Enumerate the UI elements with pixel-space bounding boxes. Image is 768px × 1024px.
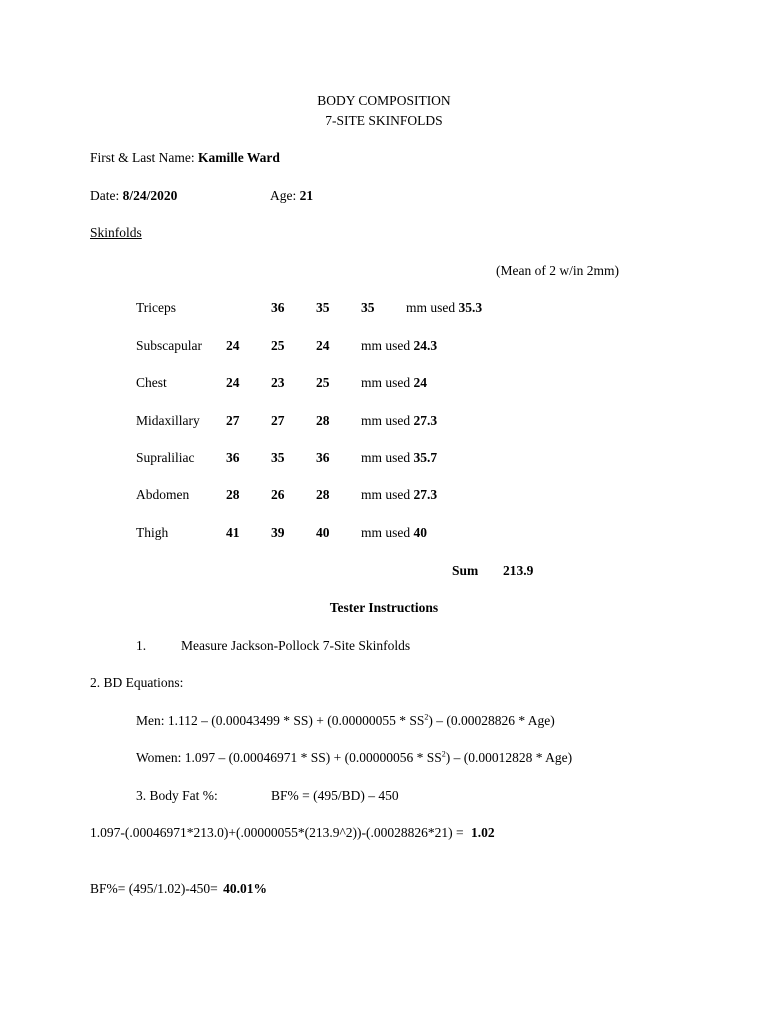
skinfolds-heading: Skinfolds [90, 225, 142, 240]
mm-used-label: mm used [361, 450, 411, 465]
bd-result: 1.02 [471, 825, 495, 840]
mm-used-label: mm used [361, 525, 411, 540]
title-line-2: 7-SITE SKINFOLDS [325, 113, 443, 128]
site-used-value: 35.7 [413, 450, 438, 465]
site-measure-4: 35 [361, 300, 375, 315]
site-used [361, 525, 427, 541]
site-used-value: 27.3 [413, 487, 438, 502]
site-measure-2: 25 [271, 338, 285, 353]
site-used-value: 24 [413, 375, 427, 390]
bd-calculation-expression: 1.097-(.00046971*213.0)+(.00000055*(213.9^2))-(.00028826*21) = [90, 825, 464, 840]
site-used [361, 338, 437, 354]
date-label: Date: [90, 188, 120, 203]
step-3-label: 3. Body Fat %: [136, 788, 218, 803]
site-used-value: 24.3 [413, 338, 438, 353]
site-name: Chest [136, 375, 167, 390]
date-row [90, 188, 177, 204]
site-used-value: 35.3 [458, 300, 483, 315]
site-measure-3: 36 [316, 450, 330, 465]
mean-note: (Mean of 2 w/in 2mm) [496, 263, 619, 278]
site-measure-1: 24 [226, 375, 240, 390]
age-label: Age: [270, 188, 297, 203]
site-name: Triceps [136, 300, 177, 315]
women-equation [136, 750, 572, 766]
site-used [406, 300, 482, 316]
men-equation-part-a: Men: 1.112 – (0.00043499 * SS) + (0.00000055 * SS [136, 713, 425, 728]
mm-used-label: mm used [361, 375, 411, 390]
site-measure-2: 26 [271, 487, 285, 502]
mm-used-label: mm used [361, 487, 411, 502]
site-measure-3: 35 [316, 300, 330, 315]
age-value: 21 [299, 188, 314, 203]
site-measure-3: 28 [316, 413, 330, 428]
bf-result: 40.01% [223, 881, 267, 896]
men-equation-part-b: ) – (0.00028826 * Age) [428, 713, 555, 728]
site-measure-2: 36 [271, 300, 285, 315]
site-measure-1: 24 [226, 338, 240, 353]
mm-used-label: mm used [361, 413, 411, 428]
site-measure-1: 28 [226, 487, 240, 502]
mm-used-label: mm used [361, 338, 411, 353]
step-3-formula: BF% = (495/BD) – 450 [271, 788, 399, 803]
instructions-heading: Tester Instructions [329, 600, 439, 615]
title-line-1: BODY COMPOSITION [317, 93, 451, 108]
site-name: Supraliliac [136, 450, 195, 465]
age-row [270, 188, 313, 204]
site-name: Thigh [136, 525, 169, 540]
name-value: Kamille Ward [198, 150, 280, 165]
site-used [361, 375, 427, 391]
date-value: 8/24/2020 [122, 188, 178, 203]
site-measure-1: 27 [226, 413, 240, 428]
site-used-value: 27.3 [413, 413, 438, 428]
women-equation-part-b: ) – (0.00012828 * Age) [445, 750, 573, 765]
mm-used-label: mm used [406, 300, 456, 315]
site-name: Midaxillary [136, 413, 200, 428]
site-measure-3: 24 [316, 338, 330, 353]
bd-calculation [90, 825, 495, 841]
site-measure-1: 36 [226, 450, 240, 465]
site-name: Abdomen [136, 487, 190, 502]
sum-label: Sum [452, 563, 479, 578]
site-used-value: 40 [413, 525, 427, 540]
sum-value: 213.9 [503, 563, 534, 578]
site-measure-2: 23 [271, 375, 285, 390]
bf-calculation-expression: BF%= (495/1.02)-450= [90, 881, 218, 896]
women-equation-superscript: 2 [441, 749, 446, 759]
women-equation-part-a: Women: 1.097 – (0.00046971 * SS) + (0.00000056 * SS [136, 750, 442, 765]
step-1-text: Measure Jackson-Pollock 7-Site Skinfolds [181, 638, 411, 653]
site-name: Subscapular [136, 338, 202, 353]
step-1-number: 1. [136, 638, 147, 653]
site-used [361, 450, 437, 466]
men-equation-superscript: 2 [424, 712, 429, 722]
site-measure-2: 27 [271, 413, 285, 428]
site-measure-3: 25 [316, 375, 330, 390]
name-row [90, 150, 280, 166]
site-used [361, 487, 437, 503]
site-measure-3: 28 [316, 487, 330, 502]
site-used [361, 413, 437, 429]
step-2-text: 2. BD Equations: [90, 675, 184, 690]
site-measure-2: 35 [271, 450, 285, 465]
bf-calculation [90, 881, 267, 897]
site-measure-3: 40 [316, 525, 330, 540]
name-label: First & Last Name: [90, 150, 195, 165]
site-measure-1: 41 [226, 525, 240, 540]
site-measure-2: 39 [271, 525, 285, 540]
men-equation [136, 713, 555, 729]
